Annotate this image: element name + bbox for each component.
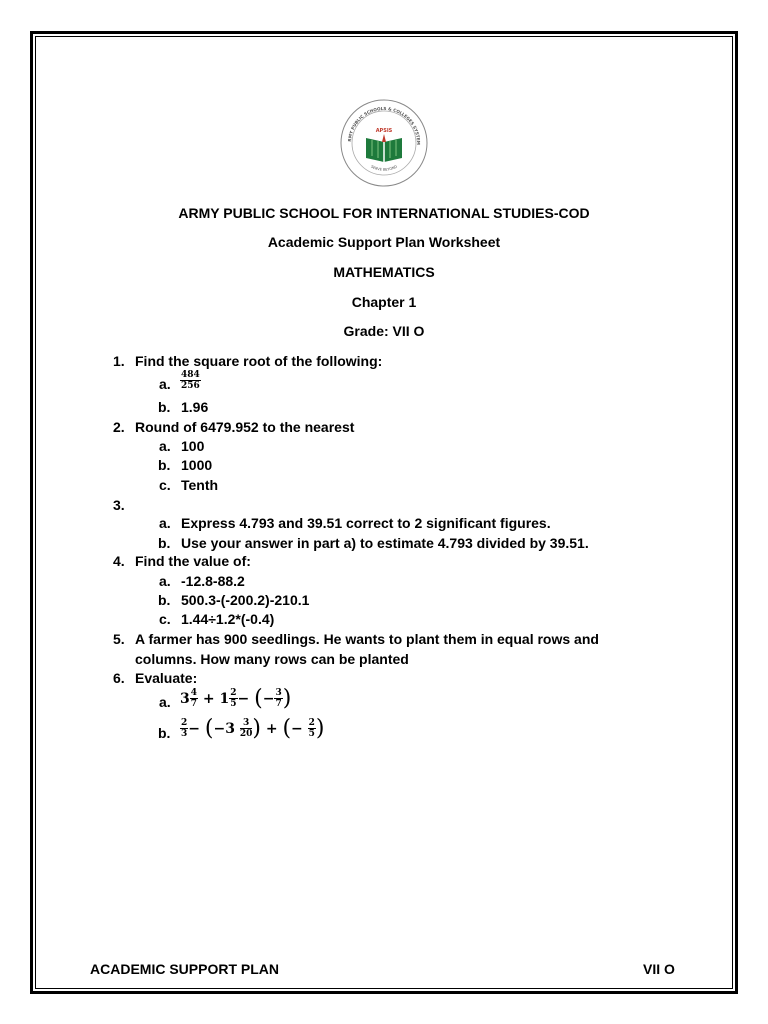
q6a-den-3: 7 [275, 699, 282, 709]
q6b-op-2: + [265, 721, 278, 737]
q1a-denominator: 256 [181, 381, 200, 391]
q6a-den-1: 7 [190, 699, 198, 709]
q1b-label: b. [158, 399, 171, 415]
q6a-label: a. [159, 694, 171, 710]
q4a-label: a. [159, 573, 171, 589]
q4-text: Find the value of: [135, 553, 251, 569]
q6a-num-1: 4 [190, 688, 198, 698]
q6a-whole-2: 1 [219, 691, 230, 707]
worksheet-title: Academic Support Plan Worksheet [267, 234, 501, 250]
q4c-text: 1.44÷1.2*(-0.4) [181, 611, 275, 627]
q5-line2: columns. How many rows can be planted [135, 651, 409, 667]
q6b-whole-2: 3 [225, 721, 235, 737]
q4b-text: 500.3-(-200.2)-210.1 [181, 592, 310, 608]
q3b-label: b. [158, 535, 171, 551]
q1a-fraction [180, 371, 201, 391]
q6b-num-1: 2 [181, 718, 188, 728]
q2a-text: 100 [181, 438, 205, 454]
q6-number: 6. [113, 670, 125, 686]
q6b-den-1: 3 [181, 729, 188, 739]
q6a-num-3: 3 [275, 688, 282, 698]
q2c-label: c. [159, 477, 171, 493]
q1a-numerator: 484 [181, 370, 200, 380]
q6b-neg-1: − [213, 721, 226, 737]
q6a-neg: − [262, 691, 275, 707]
q6b-num-2: 3 [240, 719, 253, 729]
q2b-label: b. [158, 457, 171, 473]
q2-text: Round of 6479.952 to the nearest [135, 419, 355, 435]
q2a-label: a. [159, 438, 171, 454]
q4c-label: c. [159, 611, 171, 627]
q6b-op-1: − [188, 721, 200, 737]
q2b-text: 1000 [181, 457, 213, 473]
q3a-label: a. [159, 515, 171, 531]
q3a-text: Express 4.793 and 39.51 correct to 2 significant figures. [181, 515, 551, 531]
footer-right: VII O [643, 961, 675, 977]
school-name: ARMY PUBLIC SCHOOL FOR INTERNATIONAL STUDIES-COD [178, 205, 590, 221]
q6a-op-1: + [202, 691, 215, 707]
q6a-op-2: − [237, 691, 250, 707]
q6b-neg-2: − [291, 721, 303, 737]
q6b-expression: $\frac{2}{3}$ − (−3 $\frac{3}{20}$ ) + (− $\frac{2}{5}$ ) [181, 716, 325, 741]
q1a-label: a. [159, 376, 171, 392]
q2-number: 2. [113, 419, 125, 435]
q4a-text: -12.8-88.2 [181, 573, 245, 589]
q6a-num-2: 2 [230, 688, 237, 698]
q6-text: Evaluate: [135, 670, 198, 686]
logo-bottom-text: SERVE BEYOND [370, 164, 398, 172]
q6a-den-2: 5 [230, 699, 237, 709]
logo-center-text: APSIS [375, 128, 393, 134]
q6a-expression: 3 $\frac{4}{7}$ + 1 $\frac{2}{5}$ − (− $\frac{3}{7}$ ) [180, 686, 292, 711]
chapter-title: Chapter 1 [351, 294, 417, 310]
logo-top-text: RMY PUBLIC SCHOOLS & COLLEGES SYSTEM [347, 105, 422, 145]
q5-number: 5. [113, 631, 125, 647]
q1-text: Find the square root of the following: [135, 353, 383, 369]
q6b-den-3: 5 [308, 729, 315, 739]
q6b-den-2: 20 [239, 729, 253, 739]
q4b-label: b. [158, 592, 171, 608]
footer-left: ACADEMIC SUPPORT PLAN [90, 961, 280, 977]
q1-number: 1. [113, 353, 125, 369]
school-logo [339, 98, 429, 188]
q5-line1: A farmer has 900 seedlings. He wants to plant them in equal rows and [135, 631, 599, 647]
q4-number: 4. [113, 553, 125, 569]
q3-number: 3. [113, 497, 125, 513]
q2c-text: Tenth [181, 477, 219, 493]
subject-title: MATHEMATICS [333, 264, 435, 280]
q6a-whole-1: 3 [180, 691, 190, 707]
q6b-label: b. [158, 725, 171, 741]
q1b-text: 1.96 [181, 399, 209, 415]
q6b-num-3: 2 [308, 718, 315, 728]
grade-title: Grade: VII O [343, 323, 425, 339]
q3b-text: Use your answer in part a) to estimate 4.793 divided by 39.51. [181, 535, 589, 551]
